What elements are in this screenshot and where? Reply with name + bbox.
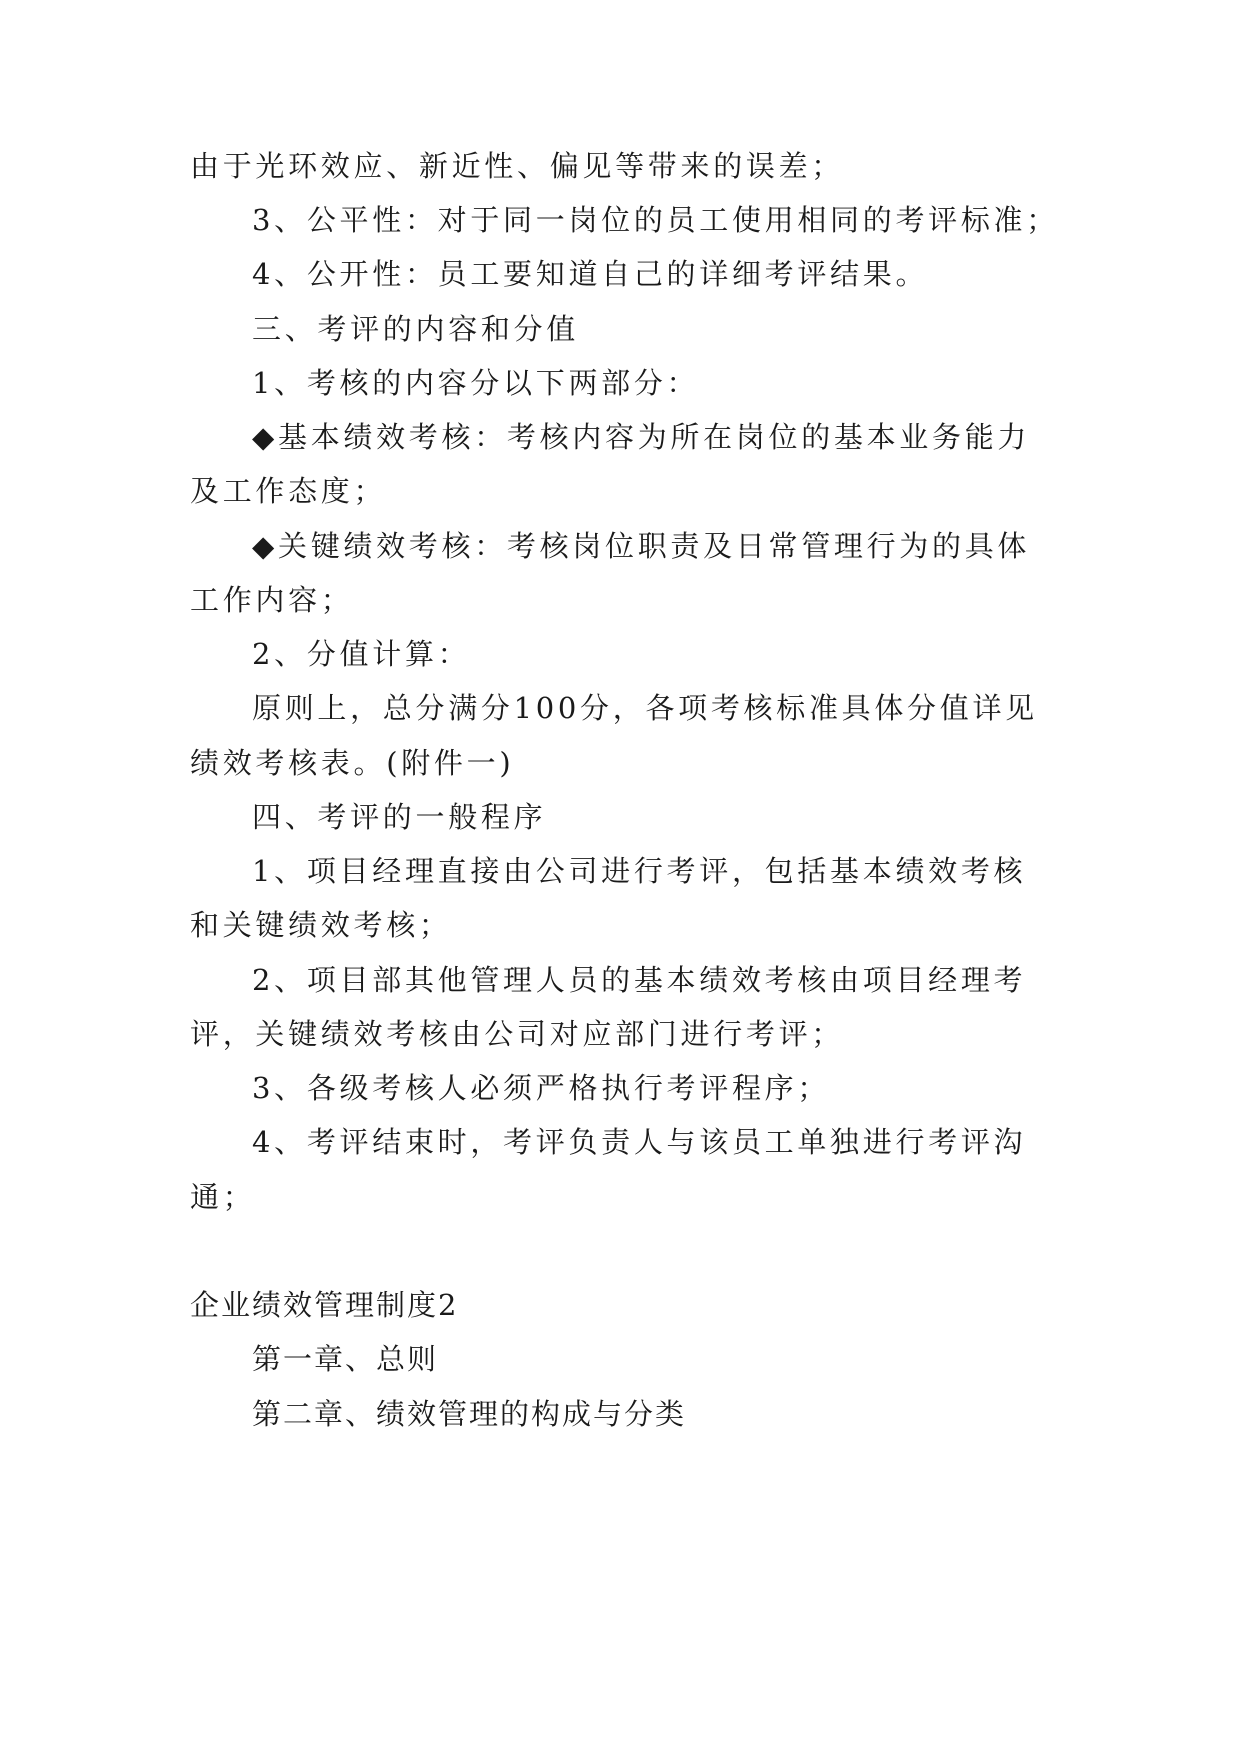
body-line: 通； [190,1180,256,1214]
body-line: 绩效考核表。(附件一) [190,746,515,780]
body-line: 2、项目部其他管理人员的基本绩效考核由项目经理考 [252,963,1027,997]
body-line: 由于光环效应、新近性、偏见等带来的误差； [190,149,845,183]
chapter-heading: 第二章、绩效管理的构成与分类 [252,1397,687,1431]
body-line: 3、各级考核人必须严格执行考评程序； [252,1071,831,1105]
body-line: 2、分值计算： [252,637,471,671]
body-line: 工作内容； [190,583,354,617]
body-line: 4、公开性：员工要知道自己的详细考评结果。 [252,257,929,291]
body-line: 原则上，总分满分100分，各项考核标准具体分值详见 [252,691,1038,725]
body-line: 4、考评结束时，考评负责人与该员工单独进行考评沟 [252,1125,1027,1159]
body-line: 3、公平性：对于同一岗位的员工使用相同的考评标准； [252,203,1059,237]
chapter-heading: 第一章、总则 [252,1342,439,1376]
section-heading: 三、考评的内容和分值 [252,312,580,346]
bullet-line: ◆基本绩效考核：考核内容为所在岗位的基本业务能力 [252,420,1031,454]
body-line: 评，关键绩效考核由公司对应部门进行考评； [190,1017,845,1051]
body-line: 和关键绩效考核； [190,908,452,942]
bullet-line: ◆关键绩效考核：考核岗位职责及日常管理行为的具体 [252,529,1031,563]
body-line: 1、项目经理直接由公司进行考评，包括基本绩效考核 [252,854,1027,888]
document-title: 企业绩效管理制度2 [190,1288,459,1322]
body-line: 及工作态度； [190,474,387,508]
body-line: 1、考核的内容分以下两部分： [252,366,700,400]
section-heading: 四、考评的一般程序 [252,800,547,834]
